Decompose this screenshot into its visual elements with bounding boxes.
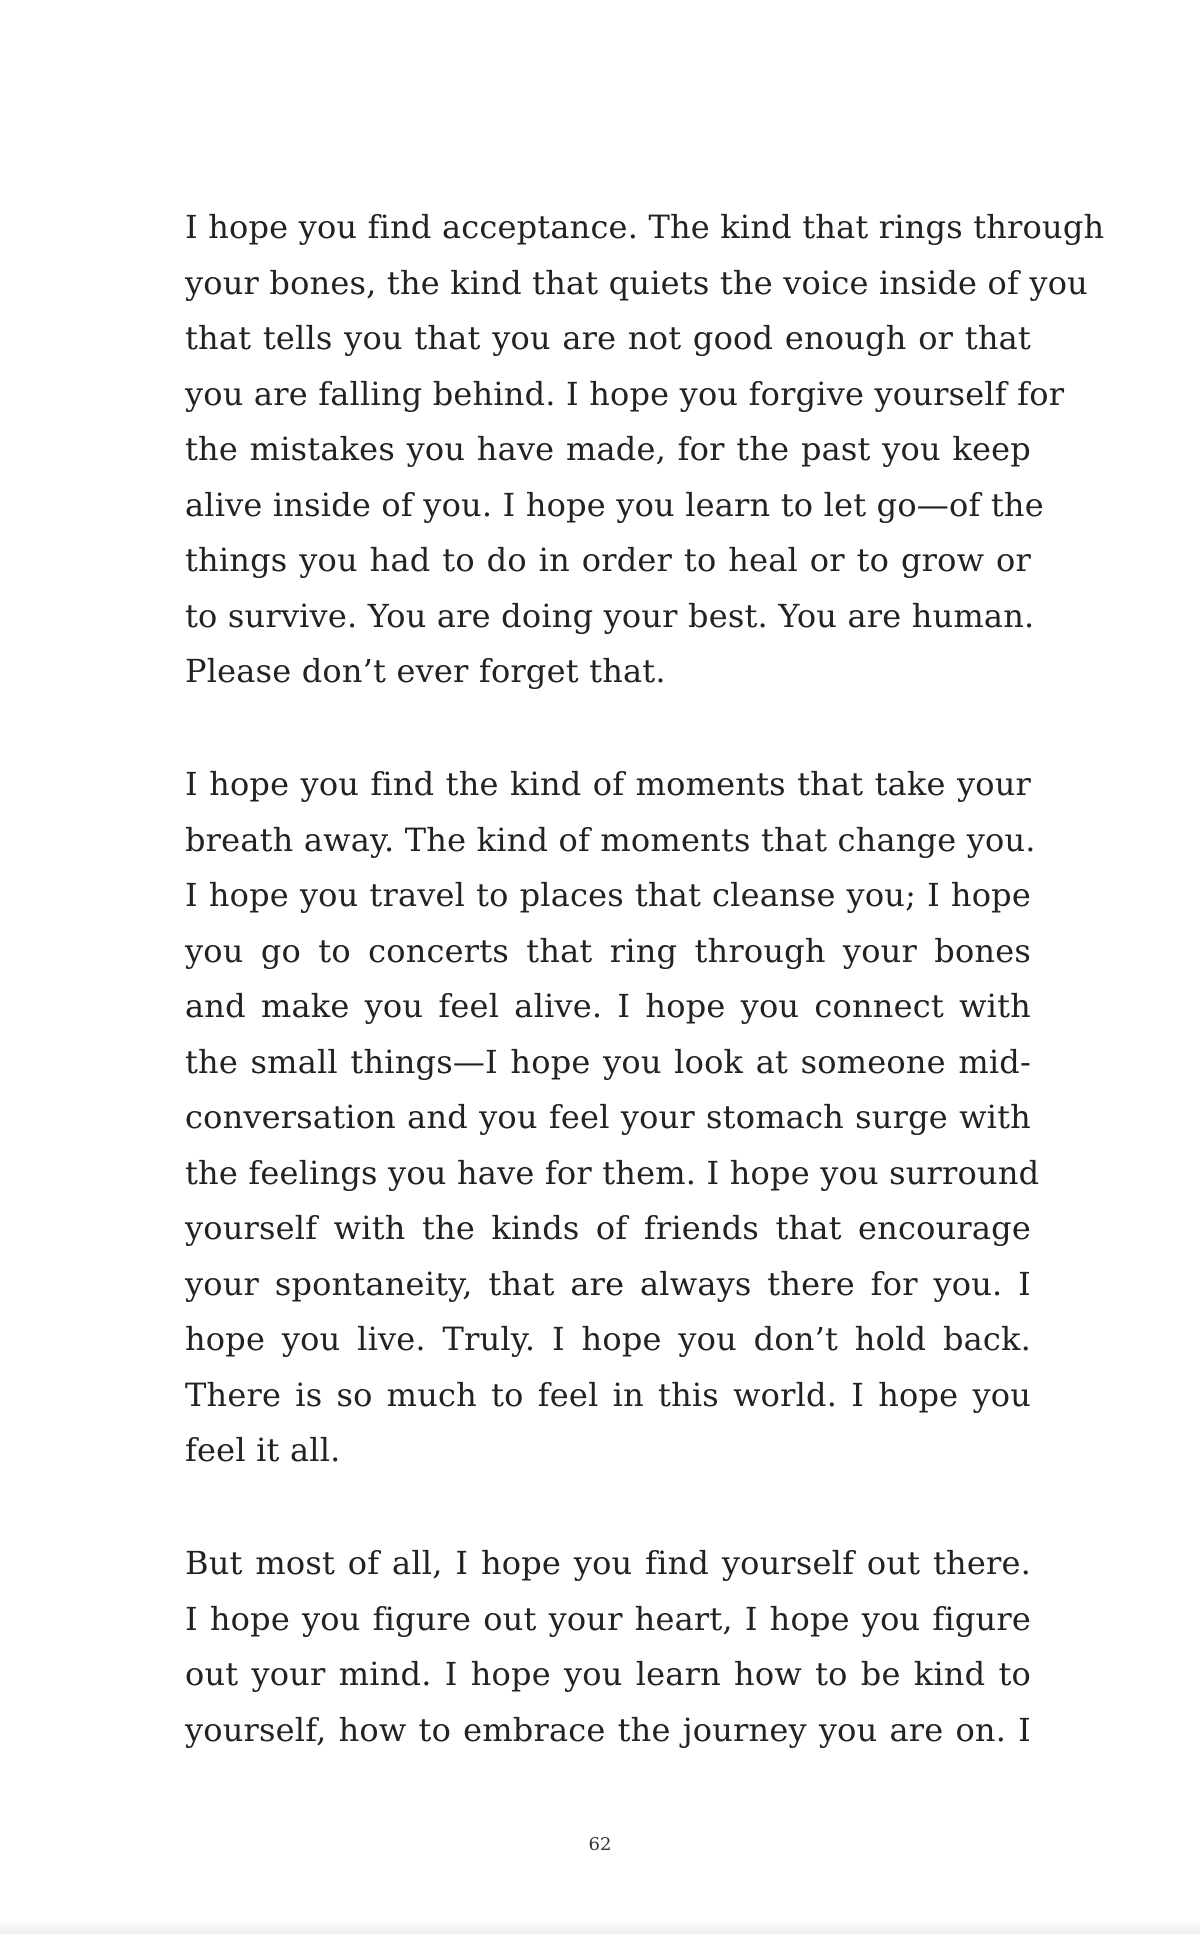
text-line: Please don’t ever forget that. [185, 652, 666, 690]
text-line: your spontaneity, that are always there for you. I [185, 1264, 1031, 1303]
text-line: There is so much to feel in this world. I hope you [185, 1375, 1031, 1414]
page-number: 62 [588, 1834, 612, 1855]
text-line: alive inside of you. I hope you learn to let go—of the [185, 485, 1044, 524]
text-line: hope you live. Truly. I hope you don’t hold back. [185, 1320, 1031, 1358]
text-line: feel it all. [185, 1431, 341, 1469]
text-line: that tells you that you are not good enough or that [185, 319, 1031, 357]
text-line: the feelings you have for them. I hope you surround [185, 1153, 1040, 1192]
text-line: and make you feel alive. I hope you connect with [185, 987, 1031, 1025]
paragraph-find-yourself [185, 1536, 1031, 1758]
text-line: But most of all, I hope you find yourself out there. [185, 1544, 1031, 1582]
text-line: to survive. You are doing your best. You are human. [185, 596, 1035, 635]
text-line: things you had to do in order to heal or to grow or [185, 541, 1031, 579]
text-line: the mistakes you have made, for the past you keep [185, 430, 1031, 468]
text-line: I hope you find the kind of moments that take your [185, 765, 1031, 803]
text-line: breath away. The kind of moments that change you. [185, 820, 1036, 859]
text-line: I hope you travel to places that cleanse you; I hope [185, 876, 1031, 914]
text-line: I hope you figure out your heart, I hope you figure [185, 1599, 1031, 1638]
paragraph-moments [185, 757, 1040, 1479]
text-line: you go to concerts that ring through your bones [185, 931, 1031, 970]
page-edge-divider [0, 1922, 1200, 1934]
text-line: yourself, how to embrace the journey you are on. I [185, 1710, 1031, 1749]
paragraph-acceptance [185, 200, 1105, 700]
text-line: the small things—I hope you look at someone mid- [185, 1042, 1031, 1081]
text-line: out your mind. I hope you learn how to be kind to [185, 1655, 1031, 1693]
text-line: you are falling behind. I hope you forgive yourself for [185, 374, 1065, 413]
text-line: I hope you find acceptance. The kind that rings through [185, 208, 1105, 246]
text-line: your bones, the kind that quiets the voice inside of you [185, 263, 1088, 302]
text-line: conversation and you feel your stomach surge with [185, 1098, 1031, 1136]
text-line: yourself with the kinds of friends that encourage [185, 1209, 1031, 1247]
